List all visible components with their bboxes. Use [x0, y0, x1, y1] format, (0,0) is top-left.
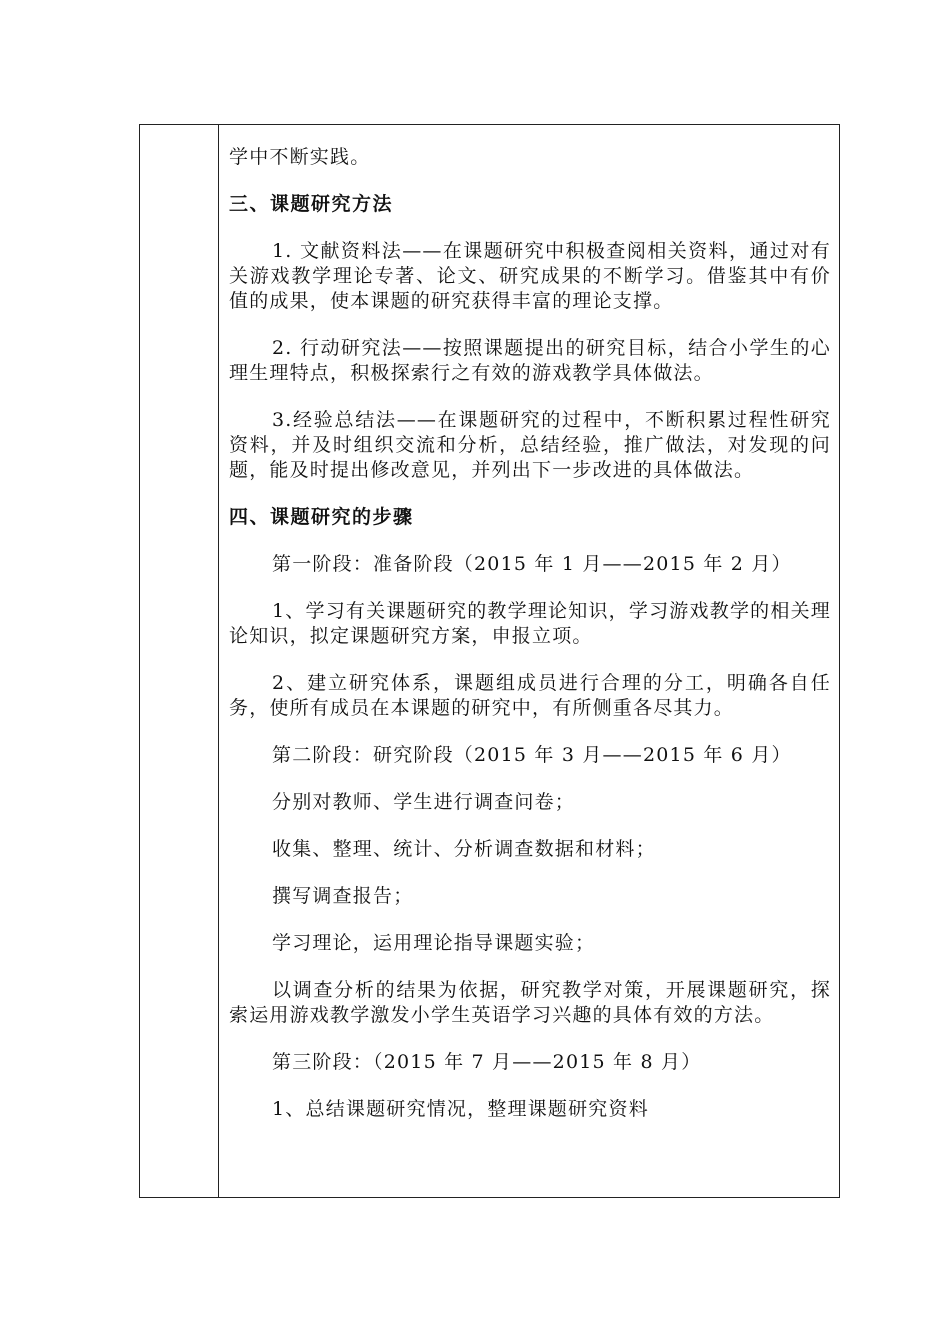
stage3-title: 第三阶段：（2015 年 7 月——2015 年 8 月）	[272, 1051, 702, 1073]
stage2-item-5: 以调查分析的结果为依据，研究教学对策，开展课题研究，探索运用游戏教学激发小学生英语学习兴趣的具体有效的方法。	[229, 979, 831, 1026]
stage2-item-4: 学习理论，运用理论指导课题实验；	[272, 932, 596, 954]
method-experience-summary: 3.经验总结法——在课题研究的过程中，不断积累过程性研究资料，并及时组织交流和分析，总结经验，推广做法，对发现的问题，能及时提出修改意见，并列出下一步改进的具体做法。	[229, 409, 831, 481]
section-heading-methods: 三、课题研究方法	[229, 193, 394, 215]
section-heading-steps: 四、课题研究的步骤	[229, 506, 414, 528]
stage3-item-1: 1、总结课题研究情况，整理课题研究资料	[272, 1098, 649, 1120]
stage2-item-2: 收集、整理、统计、分析调查数据和材料；	[272, 838, 656, 860]
stage2-item-1: 分别对教师、学生进行调查问卷；	[272, 791, 576, 813]
document-table	[139, 124, 840, 1198]
stage1-item-2: 2、建立研究体系，课题组成员进行合理的分工，明确各自任务，使所有成员在本课题的研究中，有所侧重各尽其力。	[229, 672, 831, 719]
table-content-cell	[219, 125, 839, 1197]
table-left-column	[140, 125, 219, 1197]
method-action-research: 2. 行动研究法——按照课题提出的研究目标，结合小学生的心理生理特点，积极探索行之有效的游戏教学具体做法。	[229, 337, 831, 384]
stage1-title: 第一阶段：准备阶段（2015 年 1 月——2015 年 2 月）	[272, 553, 792, 575]
stage2-item-3: 撰写调查报告；	[272, 885, 414, 907]
method-literature: 1. 文献资料法——在课题研究中积极查阅相关资料，通过对有关游戏教学理论专著、论文、研究成果的不断学习。借鉴其中有价值的成果，使本课题的研究获得丰富的理论支撑。	[229, 240, 831, 312]
paragraph-continuation: 学中不断实践。	[229, 146, 371, 168]
stage1-item-1: 1、学习有关课题研究的教学理论知识，学习游戏教学的相关理论知识，拟定课题研究方案，申报立项。	[229, 600, 831, 647]
stage2-title: 第二阶段：研究阶段（2015 年 3 月——2015 年 6 月）	[272, 744, 792, 766]
